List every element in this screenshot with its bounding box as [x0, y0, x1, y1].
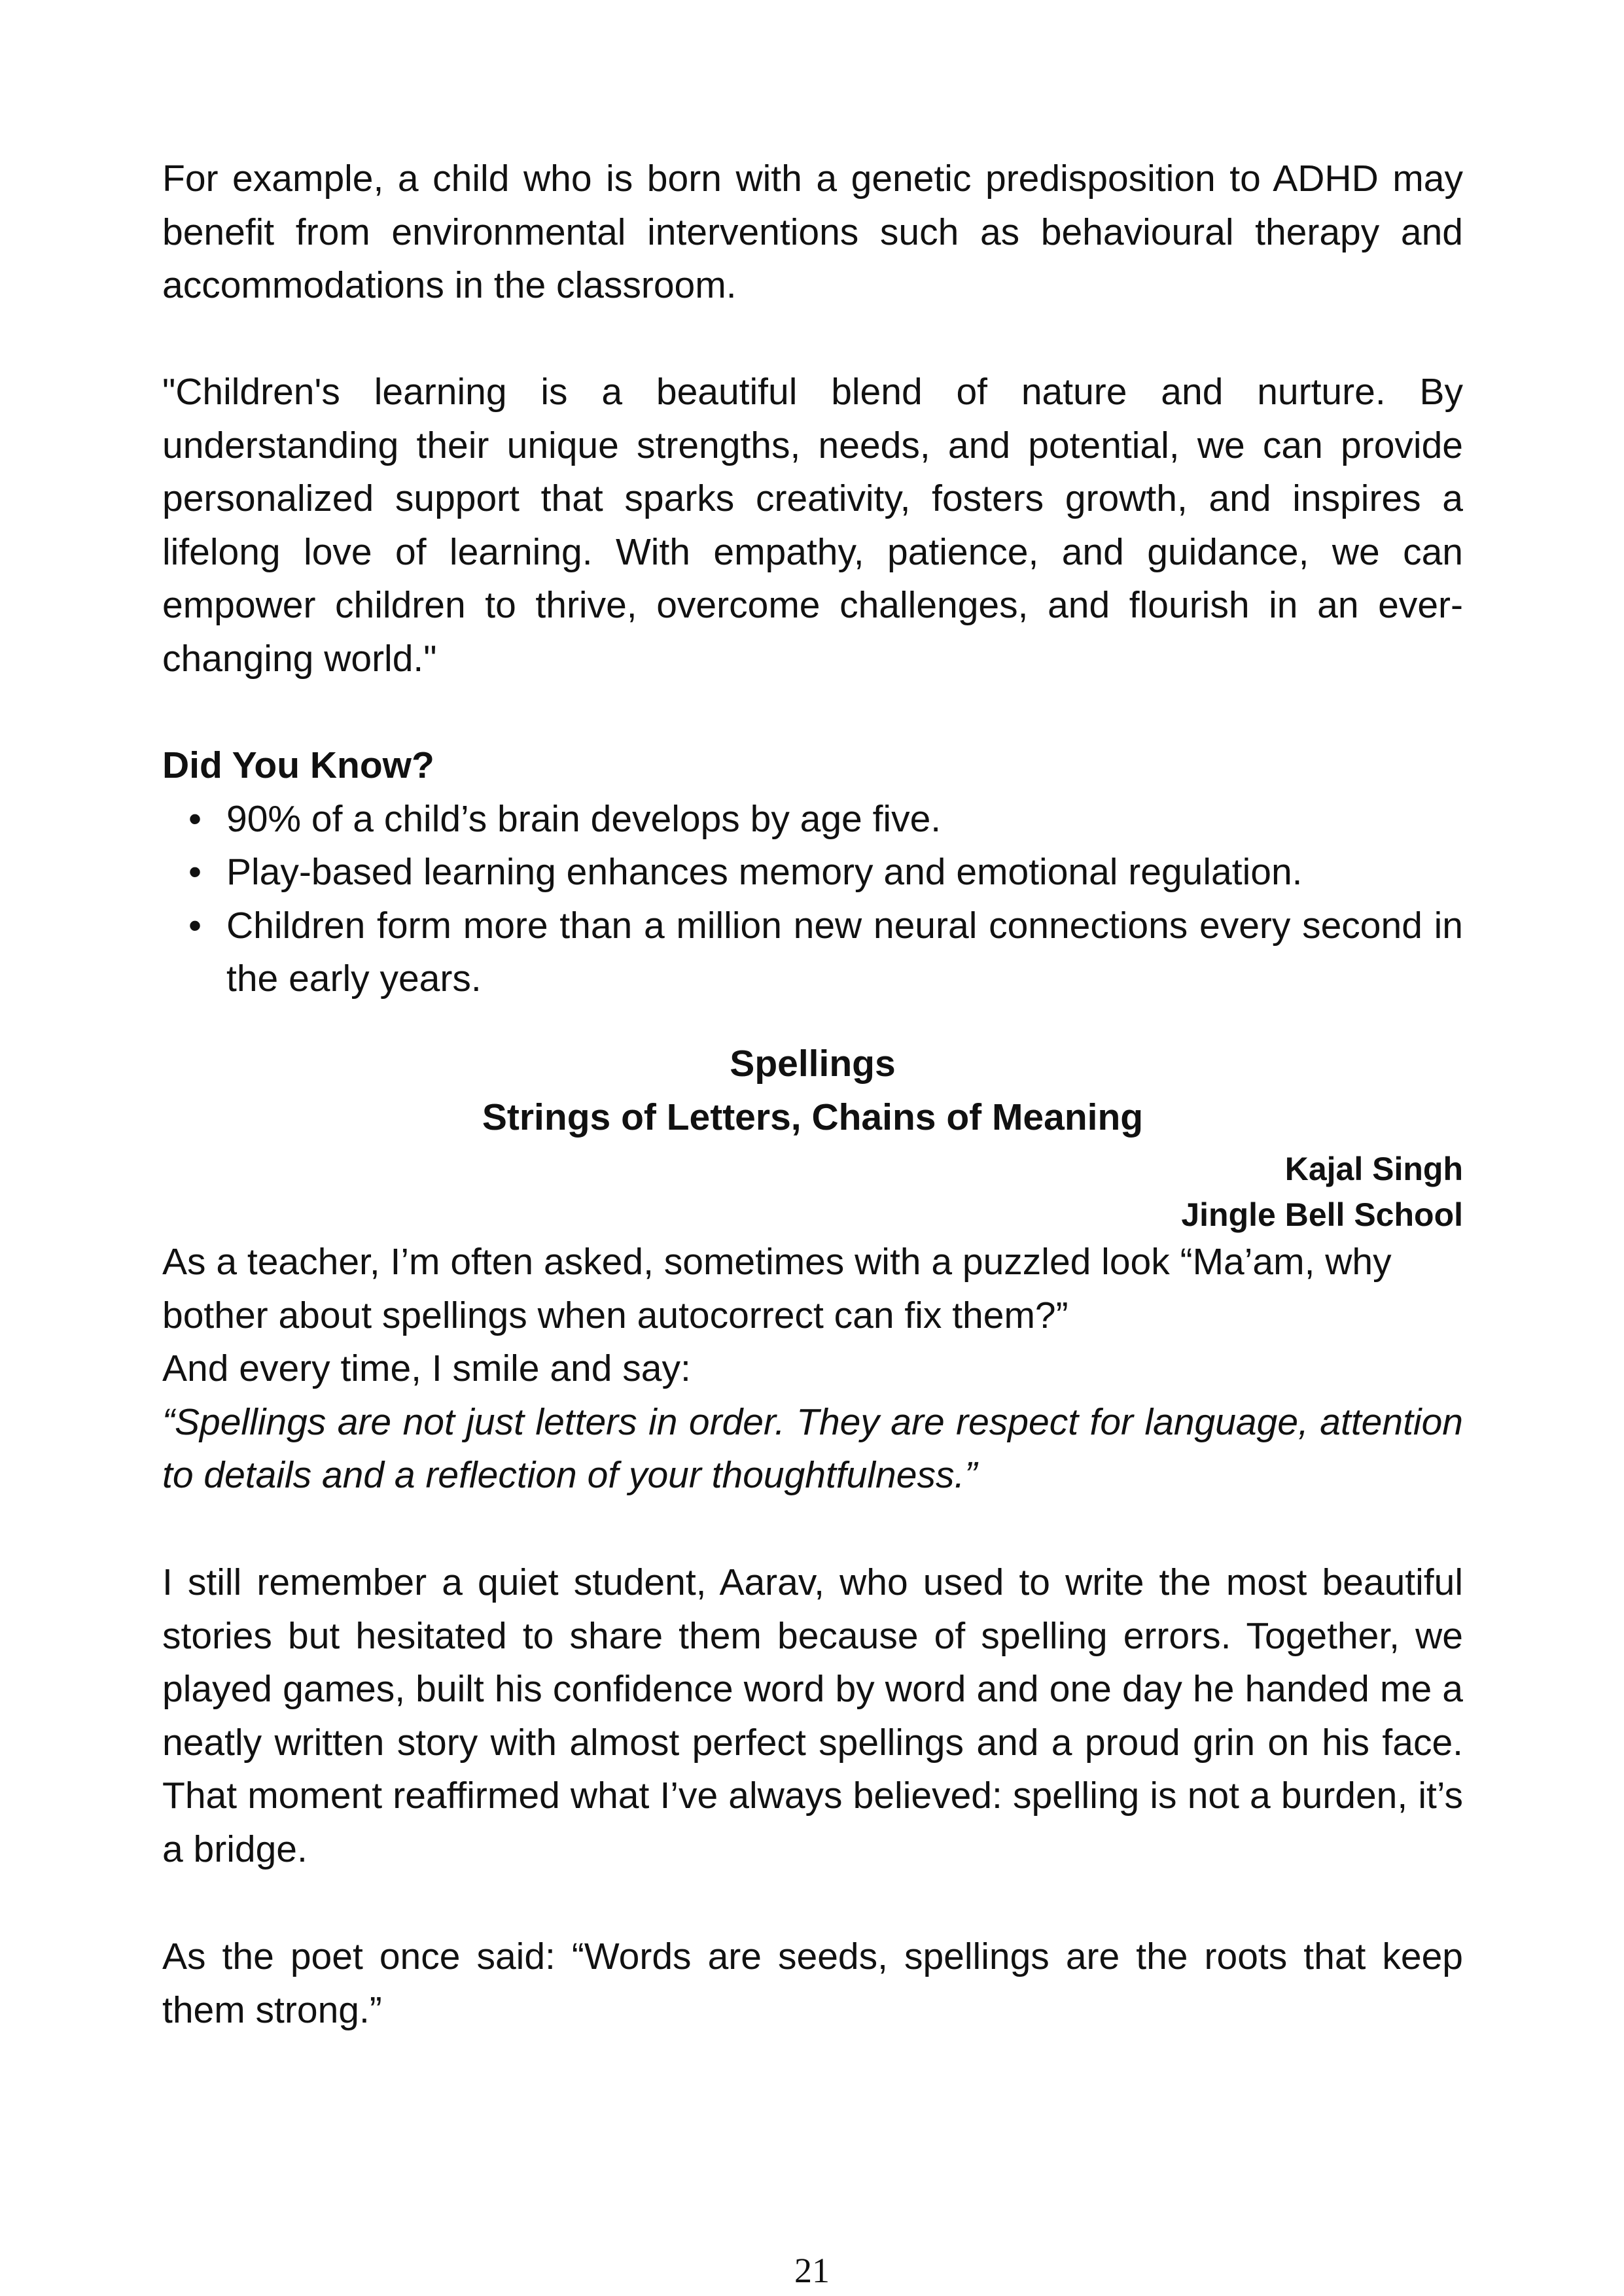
- intro-response: And every time, I smile and say:: [162, 1348, 691, 1389]
- article-intro: [162, 1236, 1463, 1503]
- fact-item: • Children form more than a million new neural connections every second in the early years.: [162, 899, 1463, 1006]
- author-name: Kajal Singh: [1284, 1151, 1463, 1187]
- did-you-know-section: [162, 739, 1463, 1006]
- page-number: 21: [794, 2251, 830, 2290]
- italic-quote: “Spellings are not just letters in order. They are respect for language, attention to details and a reflection of your thoughtfulness.”: [162, 1400, 1463, 1496]
- author-school: Jingle Bell School: [1181, 1196, 1463, 1233]
- fact-item: • Play-based learning enhances memory and emotional regulation.: [162, 846, 1463, 899]
- paragraph-learning-quote: "Children's learning is a beautiful blend of nature and nurture. By understanding their unique strengths, needs, and potential, we can provide personalized support that sparks creativity, fosters growth, and inspires a lifelong love of learning. With empathy, patience, and guidance, we can empower children to thrive, overcome challenges, and flourish in an ever-changing world.": [162, 371, 1463, 680]
- bullet-icon: •: [188, 797, 202, 840]
- intro-question: As a teacher, I’m often asked, sometimes with a puzzled look “Ma’am, why bother about spellings when autocorrect can fix them?”: [162, 1241, 1392, 1336]
- bullet-icon: •: [188, 904, 202, 947]
- paragraph-aarav-story: I still remember a quiet student, Aarav, who used to write the most beautiful stories but hesitated to share them because of spelling errors. Together, we played games, built his confidence word by word and one day he handed me a neatly written story with almost perfect spellings and a proud grin on his face. That moment reaffirmed what I’ve always believed: spelling is not a burden, it’s a bridge.: [162, 1561, 1463, 1870]
- paragraph-closing-quote: As the poet once said: “Words are seeds, spellings are the roots that keep them strong.”: [162, 1936, 1463, 2031]
- did-you-know-heading: Did You Know?: [162, 744, 434, 786]
- article-title: Spellings: [730, 1043, 896, 1085]
- facts-list: [162, 793, 1463, 1006]
- fact-item: • 90% of a child’s brain develops by age five.: [162, 793, 1463, 846]
- bullet-icon: •: [188, 851, 202, 893]
- paragraph-adhd-example: For example, a child who is born with a genetic predisposition to ADHD may benefit from environmental interventions such as behavioural therapy and accommodations in the classroom.: [162, 158, 1463, 306]
- article-subtitle: Strings of Letters, Chains of Meaning: [482, 1096, 1144, 1138]
